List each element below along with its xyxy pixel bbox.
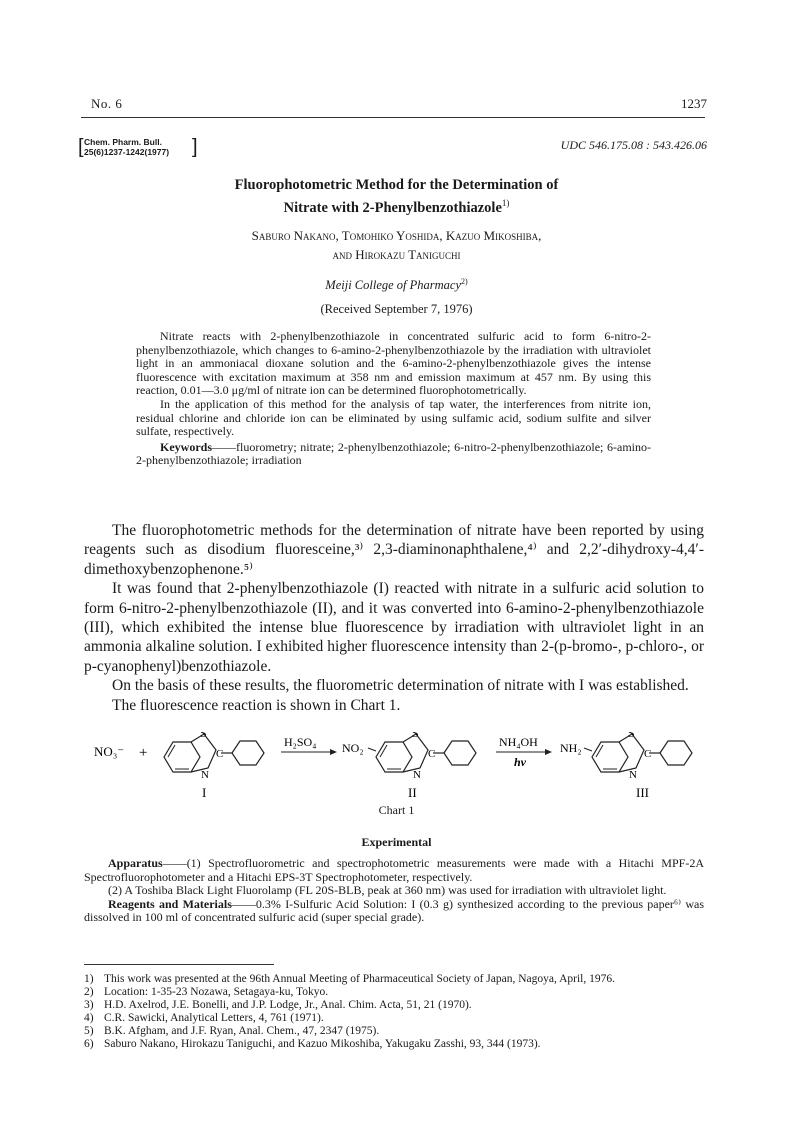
reaction-arrow-2-head (545, 749, 552, 755)
svg-text:S: S (628, 732, 635, 740)
svg-text:N: N (413, 769, 421, 781)
compound-label-iii: III (636, 785, 649, 800)
header-rule (81, 117, 705, 118)
compound-1-structure (164, 732, 264, 781)
affiliation: Meiji College of Pharmacy$^{2)}$ (325, 277, 468, 293)
experimental-section (84, 857, 704, 925)
compound-label-i: I (202, 785, 207, 800)
footnote-item: 5) B.K. Afgham, and J.F. Ryan, Anal. Chem., 47, 2347 (1975). (84, 1025, 380, 1037)
reaction-arrow-1-head (330, 749, 337, 755)
abstract (136, 330, 651, 468)
abstract-para-1: Nitrate reacts with 2-phenylbenzothiazole in concentrated sulfuric acid to form 6-nitro-2-phenylbenzothiazole, which changes to 6-amino-2-phenylbenzothiazole by the irradiation with ultraviolet light in an ammoniacal dioxane solution and the 6-amino-2-phenylbenzothiazole gives the intense fluorescence with excitation maximum at 358 nm and emission maximum at 457 nm. By using this reaction, 0.01—3.0 μg/ml of nitrate ion can be determined fluorophotometrically. (136, 329, 651, 398)
nitro-group: NO₂ (342, 741, 364, 755)
footnote-item: 6) Saburo Nakano, Hirokazu Taniguchi, and Kazuo Mikoshiba, Yakugaku Zasshi, 93, 344 (1973). (84, 1038, 541, 1050)
irradiation-hv: hν (514, 755, 526, 769)
reagents-para: Reagents and Materials——0.3% I-Sulfuric Acid Solution: I (0.3 g) synthesized according to the previous paper⁶⁾ was dissolved in 100 ml of concentrated sulfuric acid (super special grade). (84, 896, 704, 925)
apparatus-para-1: Apparatus——(1) Spectrofluorometric and spectrophotometric measurements were made with a Hitachi MPF-2A Spectrofluorophotometer and a Hitachi EPS-3T Spectrophotometer, respectively. (84, 856, 704, 884)
footnotes (84, 973, 704, 1051)
svg-text:C: C (644, 748, 652, 760)
author-list (0, 226, 793, 264)
compound-label-ii: II (408, 785, 417, 800)
udc-code: UDC 546.175.08 : 543.426.06 (560, 138, 707, 152)
citation-line2: 25(6)1237-1242(1977) (84, 146, 170, 157)
svg-text:N: N (201, 769, 209, 781)
reagent-nh4oh: NH₄OH (499, 735, 538, 749)
body-para-2: It was found that 2-phenylbenzothiazole (I) reacted with nitrate in a sulfuric acid solution to form 6-nitro-2-phenylbenzothiazole (II), and it was converted into 6-amino-2-phenylbenzothiazole (III), which exhibited the intense blue fluorescence by irradiation with ultraviolet light in an ammonia alkaline solution. I exhibited higher fluorescence intensity than 2-(p-bromo-, p-chloro-, or p-cyanophenyl)benzothiazole. (84, 580, 704, 675)
svg-text:N: N (629, 769, 637, 781)
body-para-4: The fluorescence reaction is shown in Chart 1. (112, 696, 401, 714)
received-date: (Received September 7, 1976) (320, 302, 473, 316)
amino-group: NH₂ (560, 741, 582, 755)
journal-citation (78, 136, 198, 158)
title-line2: Nitrate with 2-Phenylbenzothiazole$^{1)}$ (283, 198, 510, 216)
nitrate-ion: NO₃⁻ (94, 744, 125, 759)
footnote-item: 2) Location: 1-35-23 Nozawa, Setagaya-ku, Tokyo. (84, 986, 329, 998)
footnote-item: 3) H.D. Axelrod, J.E. Bonelli, and J.P. Lodge, Jr., Anal. Chim. Acta, 51, 21 (1970). (84, 999, 472, 1011)
reagent-h2so4: H₂SO₄ (284, 735, 317, 749)
chart-caption: Chart 1 (378, 803, 415, 817)
body-para-3: On the basis of these results, the fluorometric determination of nitrate with I was established. (112, 677, 689, 695)
svg-text:C: C (216, 748, 224, 760)
bracket-right: ] (192, 136, 198, 158)
citation-line1: Chem. Pharm. Bull. (84, 137, 162, 147)
svg-text:S: S (412, 732, 419, 740)
footnote-rule (84, 964, 274, 965)
authors-line2: and Hirokazu Taniguchi (332, 247, 461, 262)
authors-line1: Saburo Nakano, Tomohiko Yoshida, Kazuo Mikoshiba, (251, 228, 542, 243)
title-line1: Fluorophotometric Method for the Determination of (234, 177, 559, 193)
svg-text:S: S (200, 732, 207, 740)
page-number: 1237 (681, 96, 707, 111)
body-para-1: The fluorophotometric methods for the determination of nitrate have been reported by using reagents such as disodium fluoresceine,³⁾ 2,3-diaminonaphthalene,⁴⁾ and 2,2′-dihydroxy-4,4′-dimethoxybenzophenone.⁵⁾ (84, 522, 704, 578)
apparatus-para-2: (2) A Toshiba Black Light Fluorolamp (FL 20S-BLB, peak at 360 nm) was used for irradiation with ultraviolet light. (108, 883, 667, 898)
abstract-para-2: In the application of this method for the analysis of tap water, the interferences from nitrite ion, residual chlorine and chloride ion can be eliminated by using sulfamic acid, sodium sulfite and silver sulfate, respectively. (136, 396, 651, 439)
compound-2-structure (376, 732, 476, 781)
bracket-left: [ (78, 136, 84, 158)
footnote-item: 4) C.R. Sawicki, Analytical Letters, 4, 761 (1971). (84, 1012, 324, 1024)
running-header-issue: No. 6 (91, 96, 123, 111)
keywords: Keywords——fluorometry; nitrate; 2-phenylbenzothiazole; 6-nitro-2-phenylbenzothiazole; 6-amino-2-phenylbenzothiazole; irradiation (136, 439, 651, 468)
plus-sign: + (139, 745, 148, 761)
experimental-heading: Experimental (361, 835, 432, 849)
svg-text:C: C (428, 748, 436, 760)
article-title (0, 176, 793, 217)
footnote-item: 1) This work was presented at the 96th Annual Meeting of Pharmaceutical Society of Japan, Nagoya, April, 1976. (84, 973, 615, 985)
compound-3-structure (592, 732, 692, 781)
body-text (84, 521, 704, 715)
